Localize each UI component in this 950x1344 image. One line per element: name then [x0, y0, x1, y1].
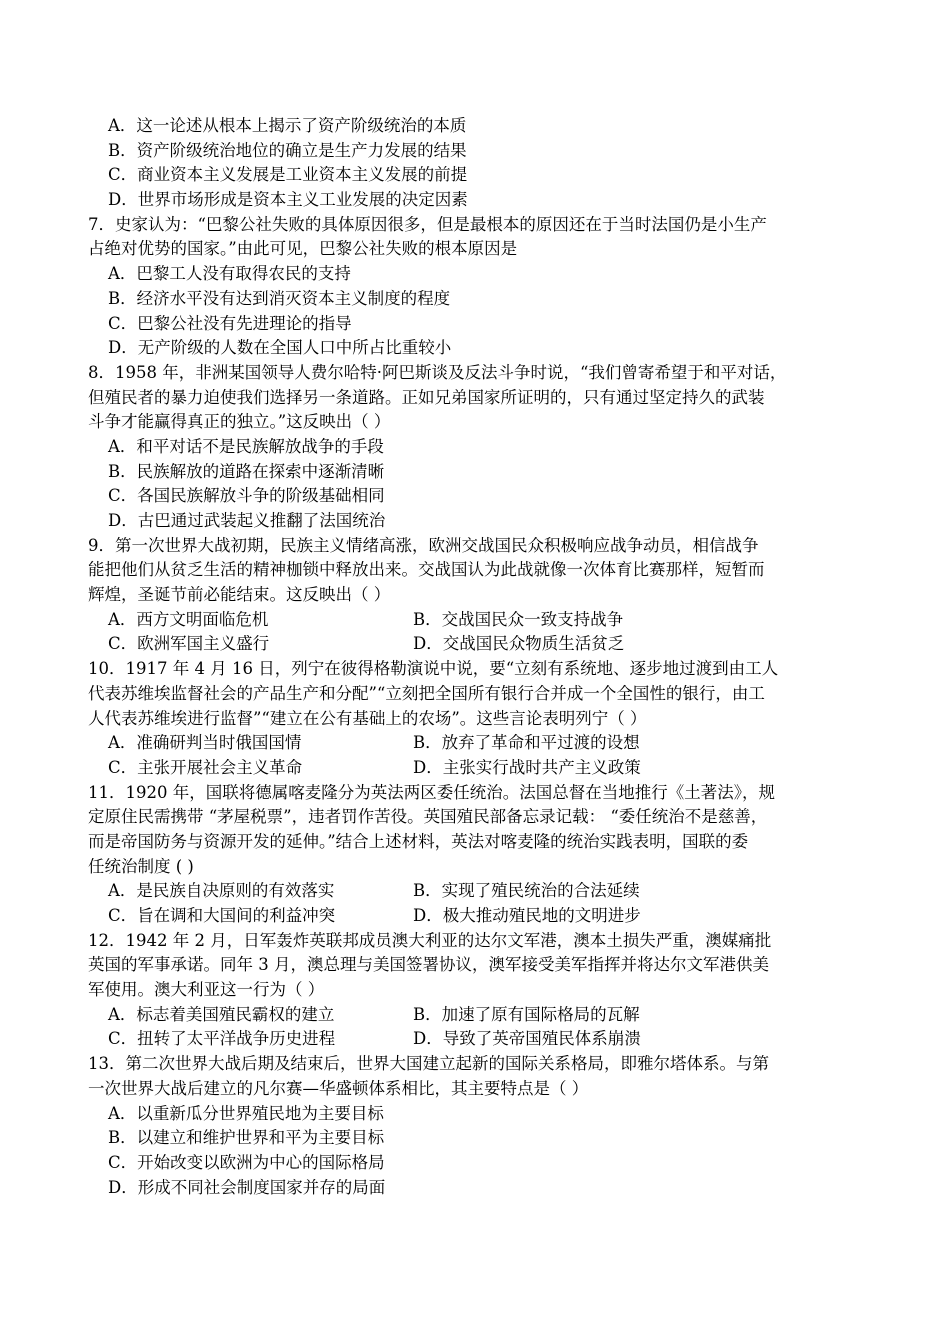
q8-option-c: C．各国民族解放斗争的阶级基础相同 — [108, 486, 385, 506]
q6-option-a: A．这一论述从根本上揭示了资产阶级统治的本质 — [108, 116, 467, 135]
q9-stem-line: 辉煌，圣诞节前必能结束。这反映出（ ） — [88, 585, 391, 605]
question-6-options — [88, 114, 888, 213]
q12-stem-line: 英国的军事承诺。同年 3 月，澳总理与美国签署协议，澳军接受美军指挥并将达尔文军港供美 — [88, 955, 769, 975]
q11-option-b: B．实现了殖民统治的合法延续 — [413, 881, 640, 901]
q13-stem-line: 一次世界大战后建立的凡尔赛—华盛顿体系相比，其主要特点是（ ） — [88, 1078, 589, 1098]
q10-option-d: D．主张实行战时共产主义政策 — [413, 757, 641, 777]
question-9 — [88, 534, 888, 657]
q12-stem-line: 军使用。澳大利亚这一行为（ ） — [88, 980, 325, 1000]
q13-option-a: A．以重新瓜分世界殖民地为主要目标 — [108, 1103, 384, 1123]
q11-option-c: C．旨在调和大国间的利益冲突 — [108, 906, 336, 925]
q6-option-c: C．商业资本主义发展是工业资本主义发展的前提 — [108, 165, 468, 185]
q13-stem-line: 13．第二次世界大战后期及结束后，世界大国建立起新的国际关系格局，即雅尔塔体系。与第 — [88, 1054, 769, 1074]
q9-stem-line: 9．第一次世界大战初期，民族主义情绪高涨，欧洲交战国民众积极响应战争动员，相信战争 — [88, 535, 759, 555]
question-12 — [88, 929, 888, 1052]
q10-option-b: B．放弃了革命和平过渡的设想 — [413, 733, 640, 753]
q7-option-c: C．巴黎公社没有先进理论的指导 — [108, 313, 352, 333]
exam-page — [88, 114, 888, 1200]
q12-option-d: D．导致了英帝国殖民体系崩溃 — [413, 1029, 641, 1049]
q6-option-d: D．世界市场形成是资本主义工业发展的决定因素 — [108, 190, 468, 210]
q7-option-b: B．经济水平没有达到消灭资本主义制度的程度 — [108, 288, 451, 308]
q10-stem-line: 代表苏维埃监督社会的产品生产和分配”“立刻把全国所有银行合并成一个全国性的银行，由工 — [88, 683, 765, 703]
q8-option-d: D．古巴通过武装起义推翻了法国统治 — [108, 511, 386, 530]
q13-option-d: D．形成不同社会制度国家并存的局面 — [108, 1177, 386, 1197]
q11-options-row — [88, 904, 888, 929]
q9-option-c: C．欧洲军国主义盛行 — [108, 634, 270, 654]
question-13 — [88, 1052, 888, 1200]
q7-option-d: D．无产阶级的人数在全国人口中所占比重较小 — [108, 338, 452, 358]
q10-stem-line: 10．1917 年 4 月 16 日，列宁在彼得格勒演说中说，要“立刻有系统地、逐步地过渡到由工人 — [88, 659, 779, 679]
q7-option-a: A．巴黎工人没有取得农民的支持 — [108, 264, 351, 284]
q12-options-row — [88, 1003, 888, 1028]
q8-stem-line: 8．1958 年，非洲某国领导人费尔哈特·阿巴斯谈及反法斗争时说，“我们曾寄希望于和平对话， — [88, 362, 787, 382]
q10-options-row — [88, 756, 888, 781]
q13-option-b: B．以建立和维护世界和平为主要目标 — [108, 1128, 385, 1148]
question-7 — [88, 213, 888, 361]
q11-stem-line: 11．1920 年，国联将德属喀麦隆分为英法两区委任统治。法国总督在当地推行《土著法》，规 — [88, 782, 775, 802]
q13-option-c: C．开始改变以欧洲为中心的国际格局 — [108, 1152, 385, 1172]
q7-stem-line: 占绝对优势的国家。”由此可见，巴黎公社失败的根本原因是 — [88, 239, 518, 259]
q6-option-b: B．资产阶级统治地位的确立是生产力发展的结果 — [108, 140, 467, 160]
question-8 — [88, 361, 888, 534]
q7-stem-line: 7．史家认为：“巴黎公社失败的具体原因很多，但是最根本的原因还在于当时法国仍是小生产 — [88, 214, 767, 234]
q10-option-c: C．主张开展社会主义革命 — [108, 757, 303, 777]
q12-option-b: B．加速了原有国际格局的瓦解 — [413, 1004, 640, 1024]
q9-option-d: D．交战国民众物质生活贫乏 — [413, 634, 625, 654]
q11-stem-line: 任统治制度 ( ) — [88, 856, 194, 876]
q10-options-row — [88, 731, 888, 756]
q9-option-b: B．交战国民众一致支持战争 — [413, 609, 624, 629]
q9-options-row — [88, 632, 888, 657]
q11-stem-line: 定原住民需携带 “茅屋税票”，违者罚作苦役。英国殖民部备忘录记载： “委任统治不是慈善， — [88, 807, 768, 827]
question-10 — [88, 657, 888, 780]
q12-option-a: A．标志着美国殖民霸权的建立 — [108, 1004, 335, 1024]
q8-option-a: A．和平对话不是民族解放战争的手段 — [108, 436, 384, 456]
q9-option-a: A．西方文明面临危机 — [108, 609, 269, 629]
q11-stem-line: 而是帝国防务与资源开发的延伸。”结合上述材料，英法对喀麦隆的统治实践表明，国联的委 — [88, 831, 749, 851]
q11-options-row — [88, 879, 888, 904]
q12-options-row — [88, 1027, 888, 1052]
q9-stem-line: 能把他们从贫乏生活的精神枷锁中释放出来。交战国认为此战就像一次体育比赛那样，短暂而 — [88, 560, 765, 580]
q9-options-row — [88, 608, 888, 633]
q12-stem-line: 12．1942 年 2 月，日军轰炸英联邦成员澳大利亚的达尔文军港，澳本土损失严重，澳媒痛批 — [88, 930, 772, 950]
q8-stem-line: 但殖民者的暴力迫使我们选择另一条道路。正如兄弟国家所证明的，只有通过坚定持久的武装 — [88, 387, 765, 407]
q8-stem-line: 斗争才能赢得真正的独立。”这反映出（ ） — [88, 412, 391, 432]
q11-option-a: A．是民族自决原则的有效落实 — [108, 881, 335, 901]
q8-option-b: B．民族解放的道路在探索中逐渐清晰 — [108, 461, 385, 481]
q10-option-a: A．准确研判当时俄国国情 — [108, 733, 302, 753]
question-11 — [88, 781, 888, 929]
q11-option-d: D．极大推动殖民地的文明进步 — [413, 906, 641, 925]
q10-stem-line: 人代表苏维埃进行监督”“建立在公有基础上的农场”。这些言论表明列宁（ ） — [88, 708, 647, 728]
q12-option-c: C．扭转了太平洋战争历史进程 — [108, 1029, 336, 1049]
